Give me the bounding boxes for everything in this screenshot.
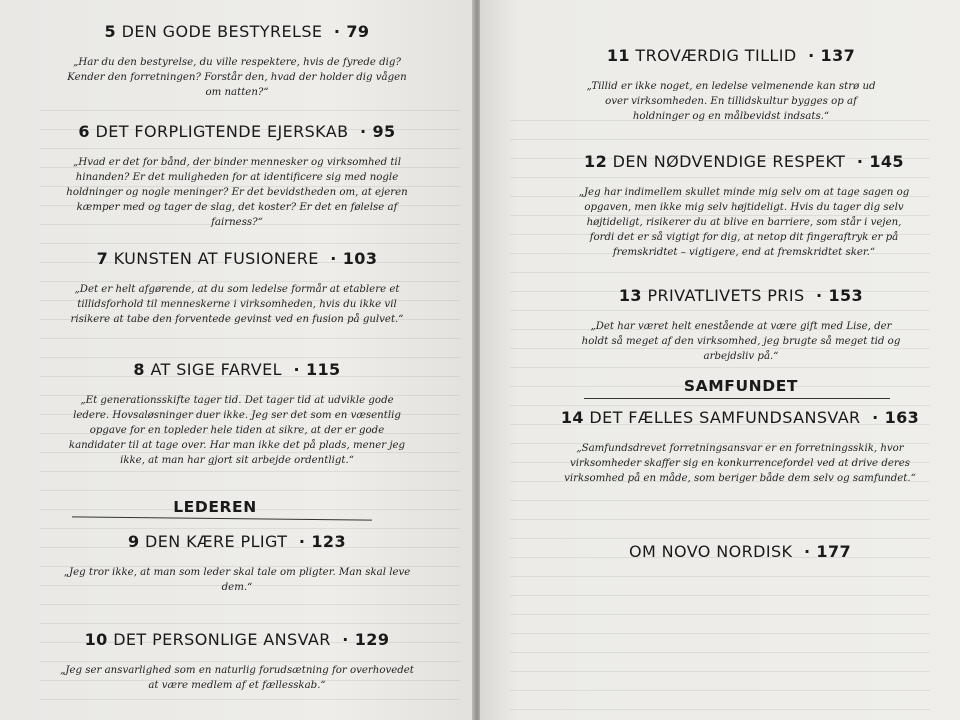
chapter-title: DET FÆLLES SAMFUNDSANSVAR xyxy=(589,408,861,427)
entry-heading xyxy=(62,532,412,551)
toc-entry-14 xyxy=(560,408,920,486)
entry-heading xyxy=(576,46,886,65)
entry-heading xyxy=(62,122,412,141)
entry-heading xyxy=(576,286,906,305)
separator-dot: · xyxy=(808,46,815,65)
chapter-quote: „Et generationsskifte tager tid. Det tager tid at udvikle gode ledere. Hovsaløsninger duer ikke. Jeg ser det som en væsentlig opgave for en topleder hele tiden at sikre, at der er gode kandidater til at tage over. Har man ikke det på plads, mener jeg ikke, at man har gjort sit arbejde ordentligt.“ xyxy=(68,395,406,466)
chapter-number: 14 xyxy=(560,408,584,427)
separator-dot: · xyxy=(803,542,811,561)
toc-entry-6 xyxy=(62,122,412,230)
entry-heading xyxy=(576,152,912,171)
separator-dot: · xyxy=(342,630,349,649)
chapter-quote: „Det har været helt enestående at være gift med Lise, der holdt så meget af den virksomhed, jeg brugte så meget tid og arbejdsliv på.“ xyxy=(581,321,901,362)
separator-dot: · xyxy=(333,22,341,41)
entry-heading xyxy=(56,630,418,649)
section-title-lederen: LEDEREN xyxy=(173,498,257,516)
chapter-number: 5 xyxy=(104,22,117,41)
separator-dot: · xyxy=(872,408,879,427)
toc-entry-about xyxy=(600,542,880,561)
chapter-number: 13 xyxy=(618,286,642,305)
separator-dot: · xyxy=(856,152,864,171)
separator-dot: · xyxy=(816,286,823,305)
chapter-number: 7 xyxy=(96,249,109,268)
page-number: 115 xyxy=(305,360,341,379)
toc-entry-9 xyxy=(62,532,412,595)
toc-entry-11 xyxy=(576,46,886,124)
chapter-title: KUNSTEN AT FUSIONERE xyxy=(113,249,319,268)
chapter-number: 9 xyxy=(128,532,140,551)
page-number: 163 xyxy=(884,408,920,427)
chapter-number: 6 xyxy=(78,122,90,141)
entry-heading xyxy=(62,249,412,268)
separator-dot: · xyxy=(293,360,300,379)
toc-entry-12 xyxy=(576,152,912,260)
page-number: 145 xyxy=(869,152,904,171)
toc-entry-7 xyxy=(62,249,412,327)
right-page xyxy=(480,0,960,720)
chapter-number: 11 xyxy=(606,46,630,65)
toc-entry-5 xyxy=(66,22,408,100)
separator-dot: · xyxy=(360,122,367,141)
entry-heading xyxy=(66,22,408,41)
page-number: 79 xyxy=(346,22,370,41)
chapter-quote: „Jeg ser ansvarlighed som en naturlig forudsætning for overhovedet at være medlem af et fællesskab.“ xyxy=(60,665,414,691)
toc-entry-10 xyxy=(56,630,418,693)
chapter-number: 8 xyxy=(133,360,145,379)
chapter-quote: „Tillid er ikke noget, en ledelse velmenende kan strø ud over virksomheden. En tillidskultur bygges op af holdninger og en målbevidst indsats.“ xyxy=(586,81,876,122)
separator-dot: · xyxy=(330,249,337,268)
page-number: 129 xyxy=(354,630,390,649)
chapter-title: TROVÆRDIG TILLID xyxy=(635,46,797,65)
chapter-title: OM NOVO NORDISK xyxy=(628,542,793,561)
chapter-number: 10 xyxy=(84,630,108,649)
chapter-quote: „Jeg tror ikke, at man som leder skal tale om pligter. Man skal leve dem.“ xyxy=(63,567,411,593)
page-number: 153 xyxy=(828,286,864,305)
chapter-title: DET FORPLIGTENDE EJERSKAB xyxy=(95,122,349,141)
chapter-title: DET PERSONLIGE ANSVAR xyxy=(113,630,331,649)
chapter-title: DEN GODE BESTYRELSE xyxy=(121,22,323,41)
separator-dot: · xyxy=(298,532,306,551)
entry-heading xyxy=(600,542,880,561)
page-number: 103 xyxy=(342,249,378,268)
left-page xyxy=(0,0,474,720)
chapter-title: PRIVATLIVETS PRIS xyxy=(647,286,805,305)
chapter-number: 12 xyxy=(584,152,608,171)
page-number: 123 xyxy=(311,532,346,551)
chapter-quote: „Det er helt afgørende, at du som ledelse formår at etablere et tillidsforhold til menneskerne i virksomheden, hvis du ikke vil risikere at tabe den forventede gevinst ved en fusion på gulvet.“ xyxy=(70,284,404,325)
chapter-title: DEN NØDVENDIGE RESPEKT xyxy=(612,152,846,171)
toc-entry-13 xyxy=(576,286,906,364)
chapter-title: DEN KÆRE PLIGT xyxy=(145,532,288,551)
page-number: 137 xyxy=(820,46,856,65)
page-number: 177 xyxy=(816,542,852,561)
toc-entry-8 xyxy=(62,360,412,468)
chapter-quote: „Hvad er det for bånd, der binder mennesker og virksomhed til hinanden? Er det muligheden for at identificere sig med nogle holdninger og nogle meninger? Er det bevidstheden om, at ejeren kæmper med og tager de slag, det koster? Er det en følelse af fairness?“ xyxy=(66,157,408,228)
chapter-quote: „Samfundsdrevet forretningsansvar er en forretningsskik, hvor virksomheder skaffer sig en konkurrencefordel ved at drive deres virksomhed på en måde, som beriger både dem selv og samfundet.“ xyxy=(564,443,916,484)
chapter-quote: „Har du den bestyrelse, du ville respektere, hvis de fyrede dig? Kender den forretningen? Forstår den, hvad der holder dig vågen om natten?“ xyxy=(67,57,407,98)
section-title-samfundet: SAMFUNDET xyxy=(683,377,799,395)
page-number: 95 xyxy=(372,122,396,141)
entry-heading xyxy=(62,360,412,379)
entry-heading xyxy=(560,408,920,427)
section-rule xyxy=(584,398,890,399)
chapter-title: AT SIGE FARVEL xyxy=(150,360,282,379)
chapter-quote: „Jeg har indimellem skullet minde mig selv om at tage sagen og opgaven, men ikke mig selv højtideligt. Hvis du tager dig selv højtideligt, risikerer du at blive en barriere, som står i vejen, fordi det er så vigtigt for dig, at netop dit fingeraftryk er på fremskridtet – vigtigere, end at fremskridtet sker.“ xyxy=(578,187,910,258)
